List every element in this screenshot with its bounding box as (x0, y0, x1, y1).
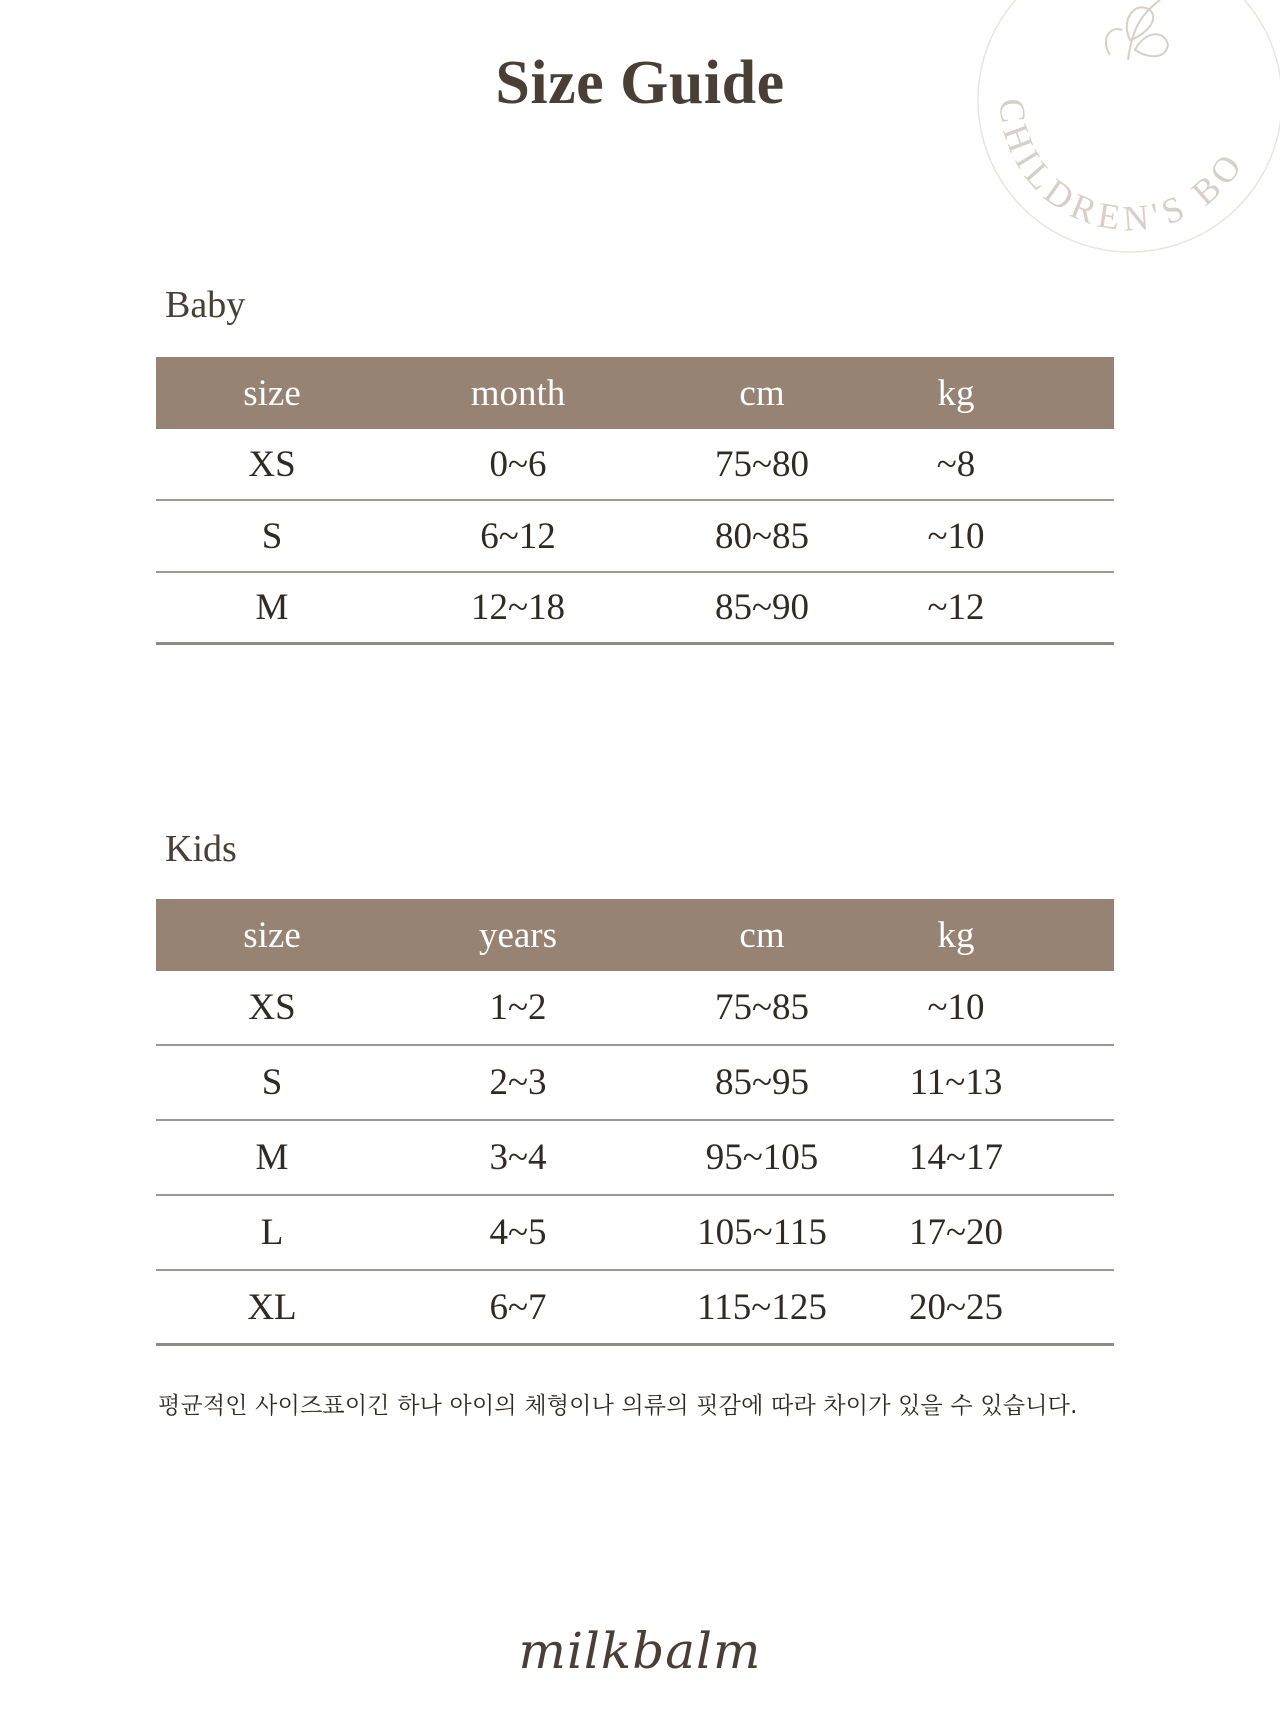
kids-table-header (156, 899, 1114, 971)
baby-section-label: Baby (165, 284, 246, 326)
cm-cell: 75~85 (714, 987, 810, 1028)
table-row (156, 1046, 1114, 1121)
kg-cell: ~12 (927, 587, 985, 628)
years-cell: 4~5 (489, 1212, 547, 1253)
table-row (156, 501, 1114, 573)
table-row (156, 971, 1114, 1046)
kids-size-table (156, 899, 1114, 1346)
month-cell: 0~6 (489, 443, 547, 485)
baby-size-table (156, 357, 1114, 645)
baby-header-cm: cm (739, 372, 785, 414)
kg-cell: 14~17 (908, 1137, 1004, 1178)
cm-cell: 95~105 (705, 1137, 819, 1178)
brand-logo: milkbalm (518, 1622, 762, 1680)
page-title: Size Guide (495, 49, 785, 117)
kg-cell: 11~13 (909, 1062, 1003, 1103)
size-cell: L (260, 1212, 284, 1253)
years-cell: 2~3 (489, 1062, 547, 1103)
size-cell: XS (248, 987, 296, 1028)
kids-header-kg: kg (937, 914, 975, 956)
cm-cell: 80~85 (714, 515, 810, 557)
kg-cell: 17~20 (908, 1212, 1004, 1253)
table-row (156, 1121, 1114, 1196)
years-cell: 3~4 (489, 1137, 547, 1178)
baby-header-size: size (243, 372, 301, 414)
cm-cell: 85~95 (714, 1062, 810, 1103)
years-cell: 1~2 (489, 987, 547, 1028)
size-cell: S (261, 1062, 283, 1103)
svg-text:CHILDREN'S BO: CHILDREN'S BO (991, 96, 1253, 239)
kg-cell: ~10 (927, 987, 985, 1028)
size-note: 평균적인 사이즈표이긴 하나 아이의 체형이나 의류의 핏감에 따라 차이가 있을 수 있습니다. (158, 1393, 1078, 1419)
baby-table-header (156, 357, 1114, 429)
table-row (156, 429, 1114, 501)
table-row (156, 1271, 1114, 1346)
size-cell: M (255, 587, 289, 628)
kg-cell: 20~25 (908, 1286, 1004, 1328)
kg-cell: ~8 (936, 443, 976, 485)
kids-section-label: Kids (165, 828, 237, 870)
cm-cell: 115~125 (697, 1286, 827, 1328)
years-cell: 6~7 (489, 1286, 547, 1328)
cm-cell: 75~80 (714, 443, 810, 485)
kids-header-size: size (243, 914, 301, 956)
size-cell: XS (248, 443, 296, 485)
kids-header-cm: cm (739, 914, 785, 956)
table-row (156, 573, 1114, 645)
size-cell: M (255, 1137, 289, 1178)
baby-header-kg: kg (937, 372, 975, 414)
month-cell: 12~18 (470, 587, 566, 628)
cm-cell: 105~115 (697, 1212, 827, 1253)
size-cell: S (261, 515, 283, 557)
brand-seal-logo (960, 0, 1280, 270)
size-cell: XL (247, 1286, 297, 1328)
table-row (156, 1196, 1114, 1271)
kids-header-years: years (478, 914, 558, 956)
kg-cell: ~10 (927, 515, 985, 557)
baby-header-month: month (470, 372, 566, 414)
month-cell: 6~12 (480, 515, 556, 557)
cm-cell: 85~90 (714, 587, 810, 628)
